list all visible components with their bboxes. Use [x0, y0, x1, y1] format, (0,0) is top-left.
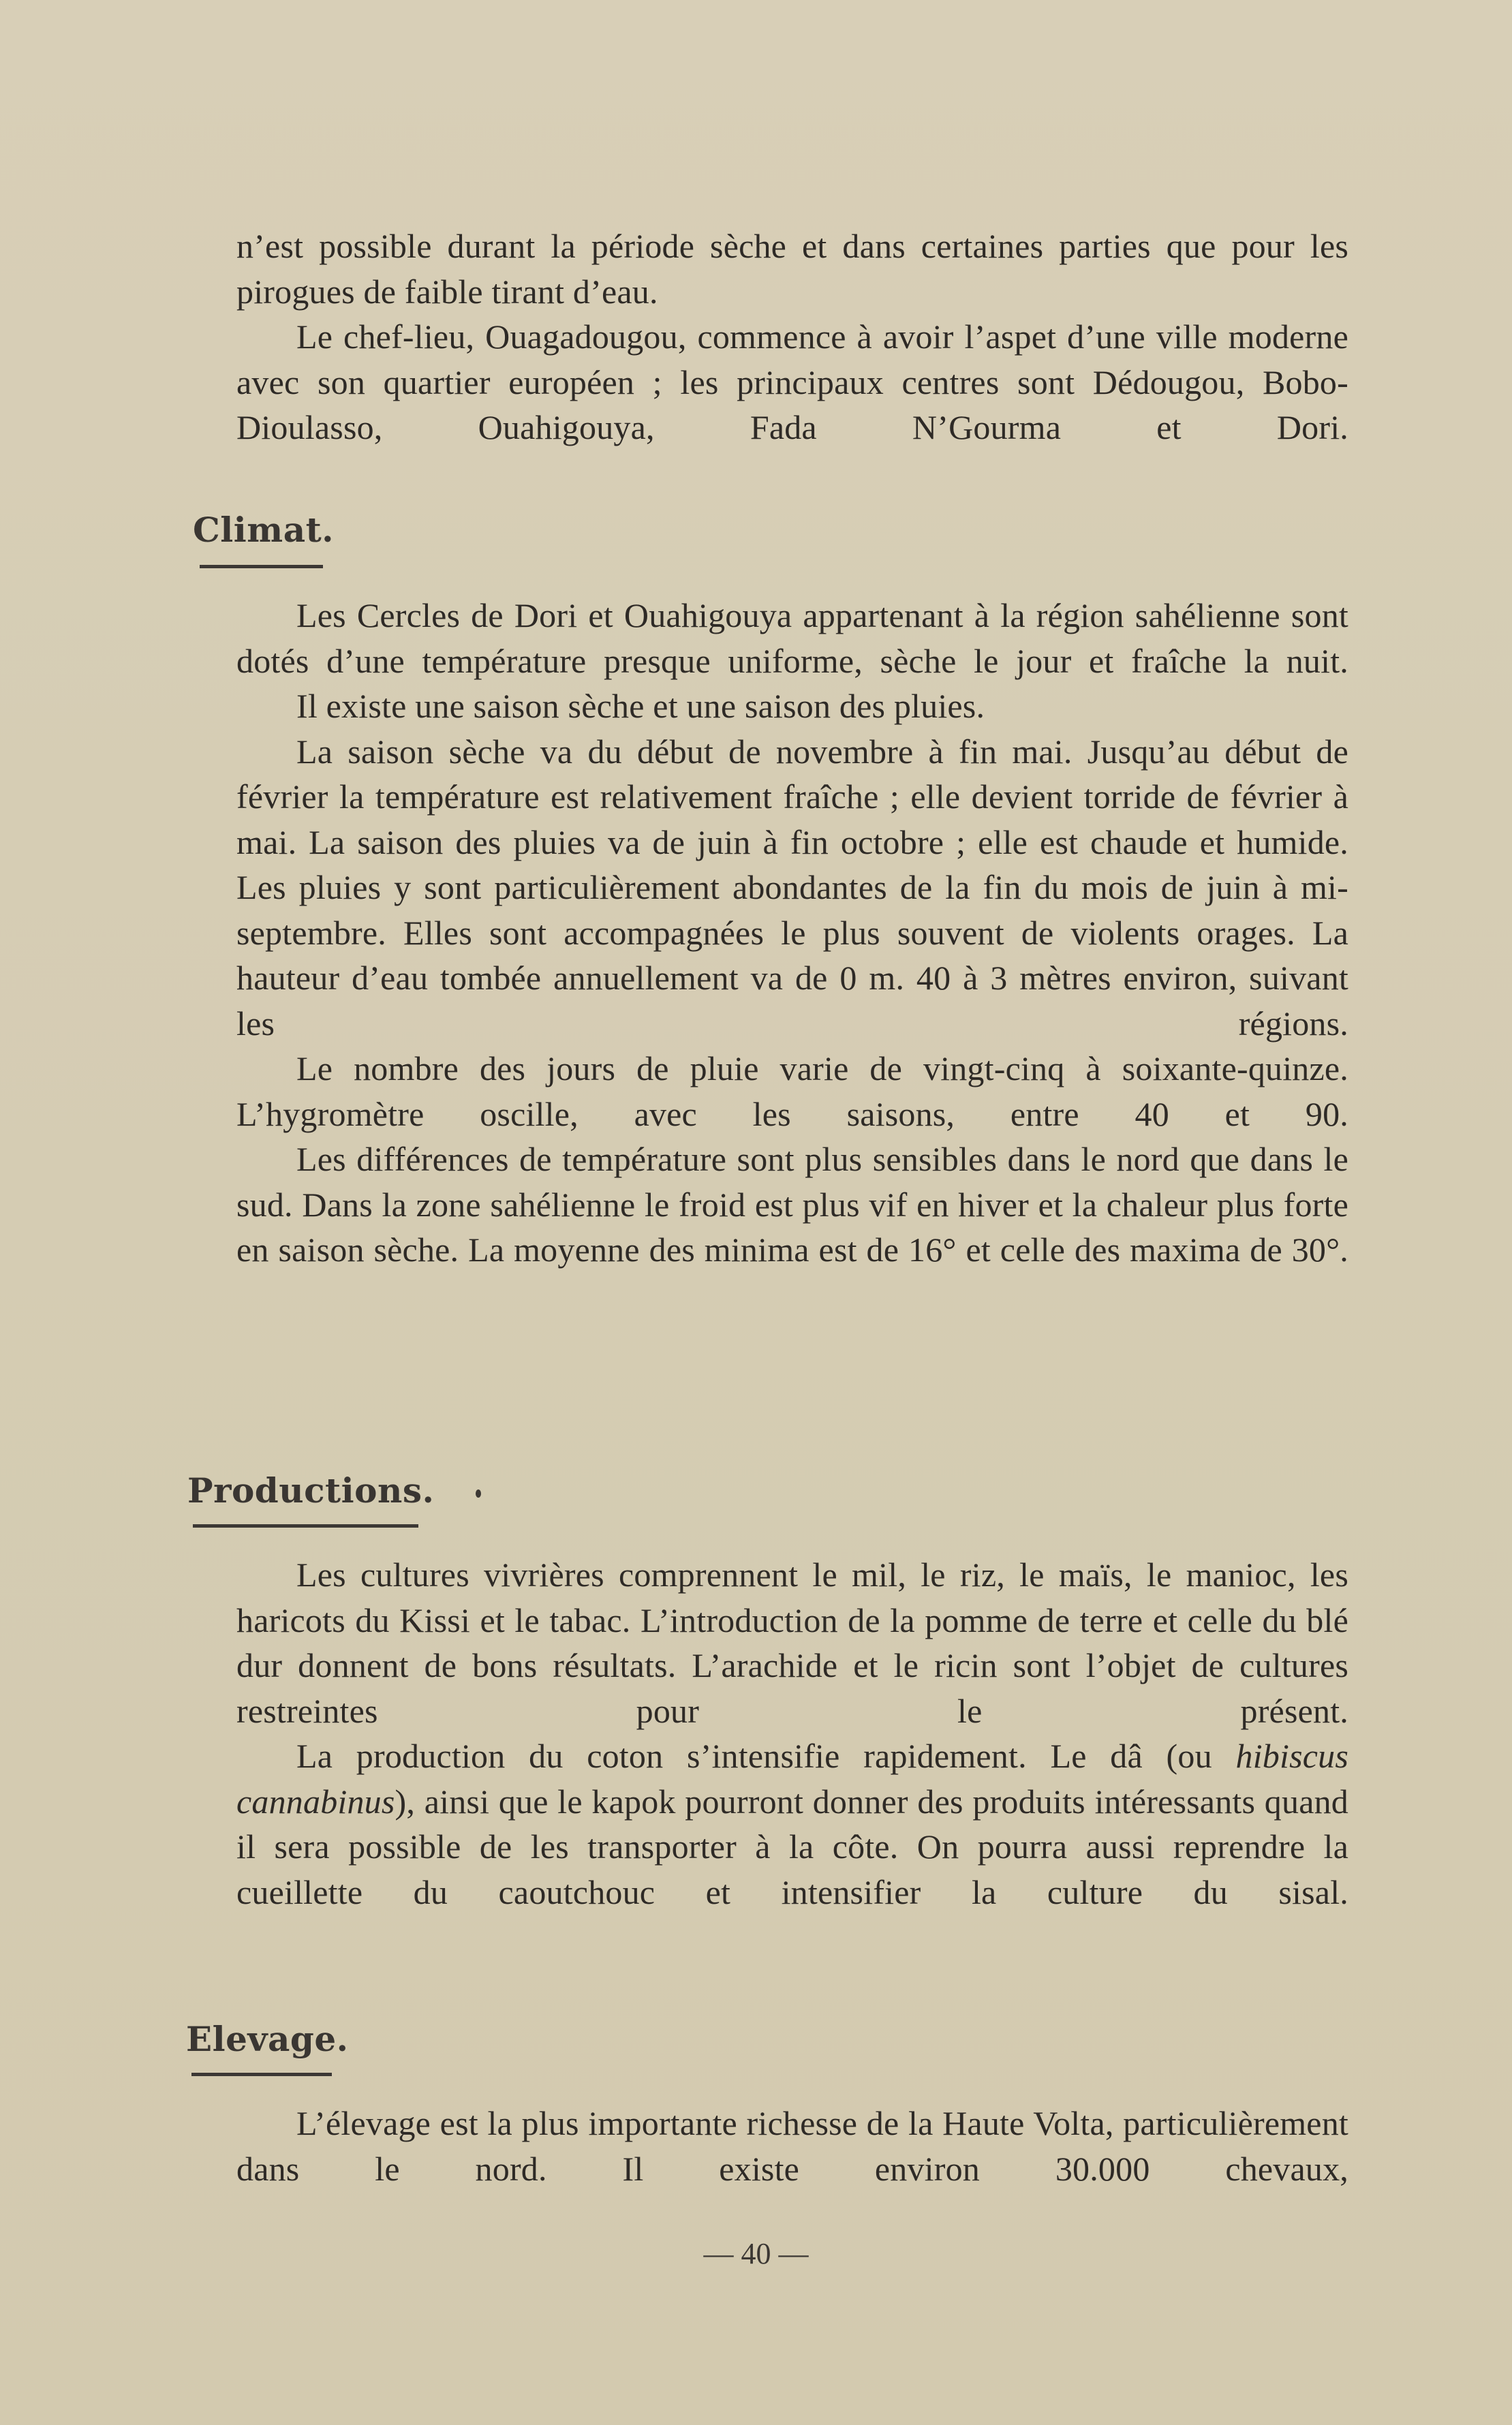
section-heading-productions: Productions.: [187, 1470, 435, 1511]
heading-underline: [193, 1524, 418, 1528]
productions-paragraph-2-start: La production du coton s’intensifie rapidement. Le dâ (ou: [296, 1737, 1236, 1775]
productions-paragraph-2: [236, 1733, 1348, 1915]
climat-text: [236, 593, 1348, 1273]
section-heading-elevage: Elevage.: [186, 2019, 349, 2059]
elevage-paragraph-1: L’élevage est la plus importante richesse de la Haute Volta, particulièrement dans le nord. Il existe environ 30.000 chevaux,: [236, 2104, 1348, 2188]
climat-paragraph-5: Les différences de température sont plus sensibles dans le nord que dans le sud. Dans la zone sahélienne le froid est plus vif en hiver et la chaleur plus forte en saison sèche. La moyenne des minima est de 16° et celle des maxima de 30°.: [236, 1140, 1348, 1269]
climat-paragraph-4: Le nombre des jours de pluie varie de vingt-cinq à soixante-quinze. L’hygromètre oscille, avec les saisons, entre 40 et 90.: [236, 1049, 1348, 1133]
climat-paragraph-1: Les Cercles de Dori et Ouahigouya appartenant à la région sahélienne sont dotés d’une température presque uniforme, sèche le jour et fraîche la nuit.: [236, 596, 1348, 680]
section-heading-climat: Climat.: [193, 510, 335, 550]
ink-mark: [476, 1489, 481, 1498]
intro-paragraph-2: Le chef-lieu, Ouagadougou, commence à avoir l’aspet d’une ville moderne avec son quartier européen ; les principaux centres sont Dédougou, Bobo-Dioulasso, Ouahigouya, Fada N’Gourma et Dori.: [236, 318, 1348, 446]
productions-paragraph-2-end: ), ainsi que le kapok pourront donner des produits intéressants quand il sera possible de les transporter à la côte. On pourra aussi reprendre la cueillette du caoutchouc et intensifier la culture du sisal.: [236, 1782, 1348, 1911]
page-number: — 40 —: [703, 2237, 809, 2270]
productions-paragraph-1: Les cultures vivrières comprennent le mil, le riz, le maïs, le manioc, les haricots du Kissi et le tabac. L’introduction de la pomme de terre et celle du blé dur donnent de bons résultats. L’arachide et le ricin sont l’objet de cultures restreintes pour le présent.: [236, 1556, 1348, 1730]
climat-paragraph-3: La saison sèche va du début de novembre à fin mai. Jusqu’au début de février la température est relativement fraîche ; elle devient torride de février à mai. La saison des pluies va de juin à fin octobre ; elle est chaude et humide. Les pluies y sont particulièrement abondantes de la fin du mois de juin à mi-septembre. Elles sont accompagnées le plus souvent de violents orages. La hauteur d’eau tombée annuellement va de 0 m. 40 à 3 mètres environ, suivant les régions.: [236, 732, 1348, 1042]
heading-underline: [200, 565, 323, 568]
elevage-text: [236, 2101, 1348, 2191]
intro-paragraph-1: n’est possible durant la période sèche et dans certaines parties que pour les pirogues de faible tirant d’eau.: [236, 227, 1348, 311]
intro-text: [236, 223, 1348, 450]
climat-paragraph-2: Il existe une saison sèche et une saison des pluies.: [296, 687, 985, 725]
species-name: hibiscus cannabinus: [236, 1737, 1348, 1821]
productions-text: [236, 1552, 1348, 1915]
heading-underline: [191, 2073, 332, 2076]
